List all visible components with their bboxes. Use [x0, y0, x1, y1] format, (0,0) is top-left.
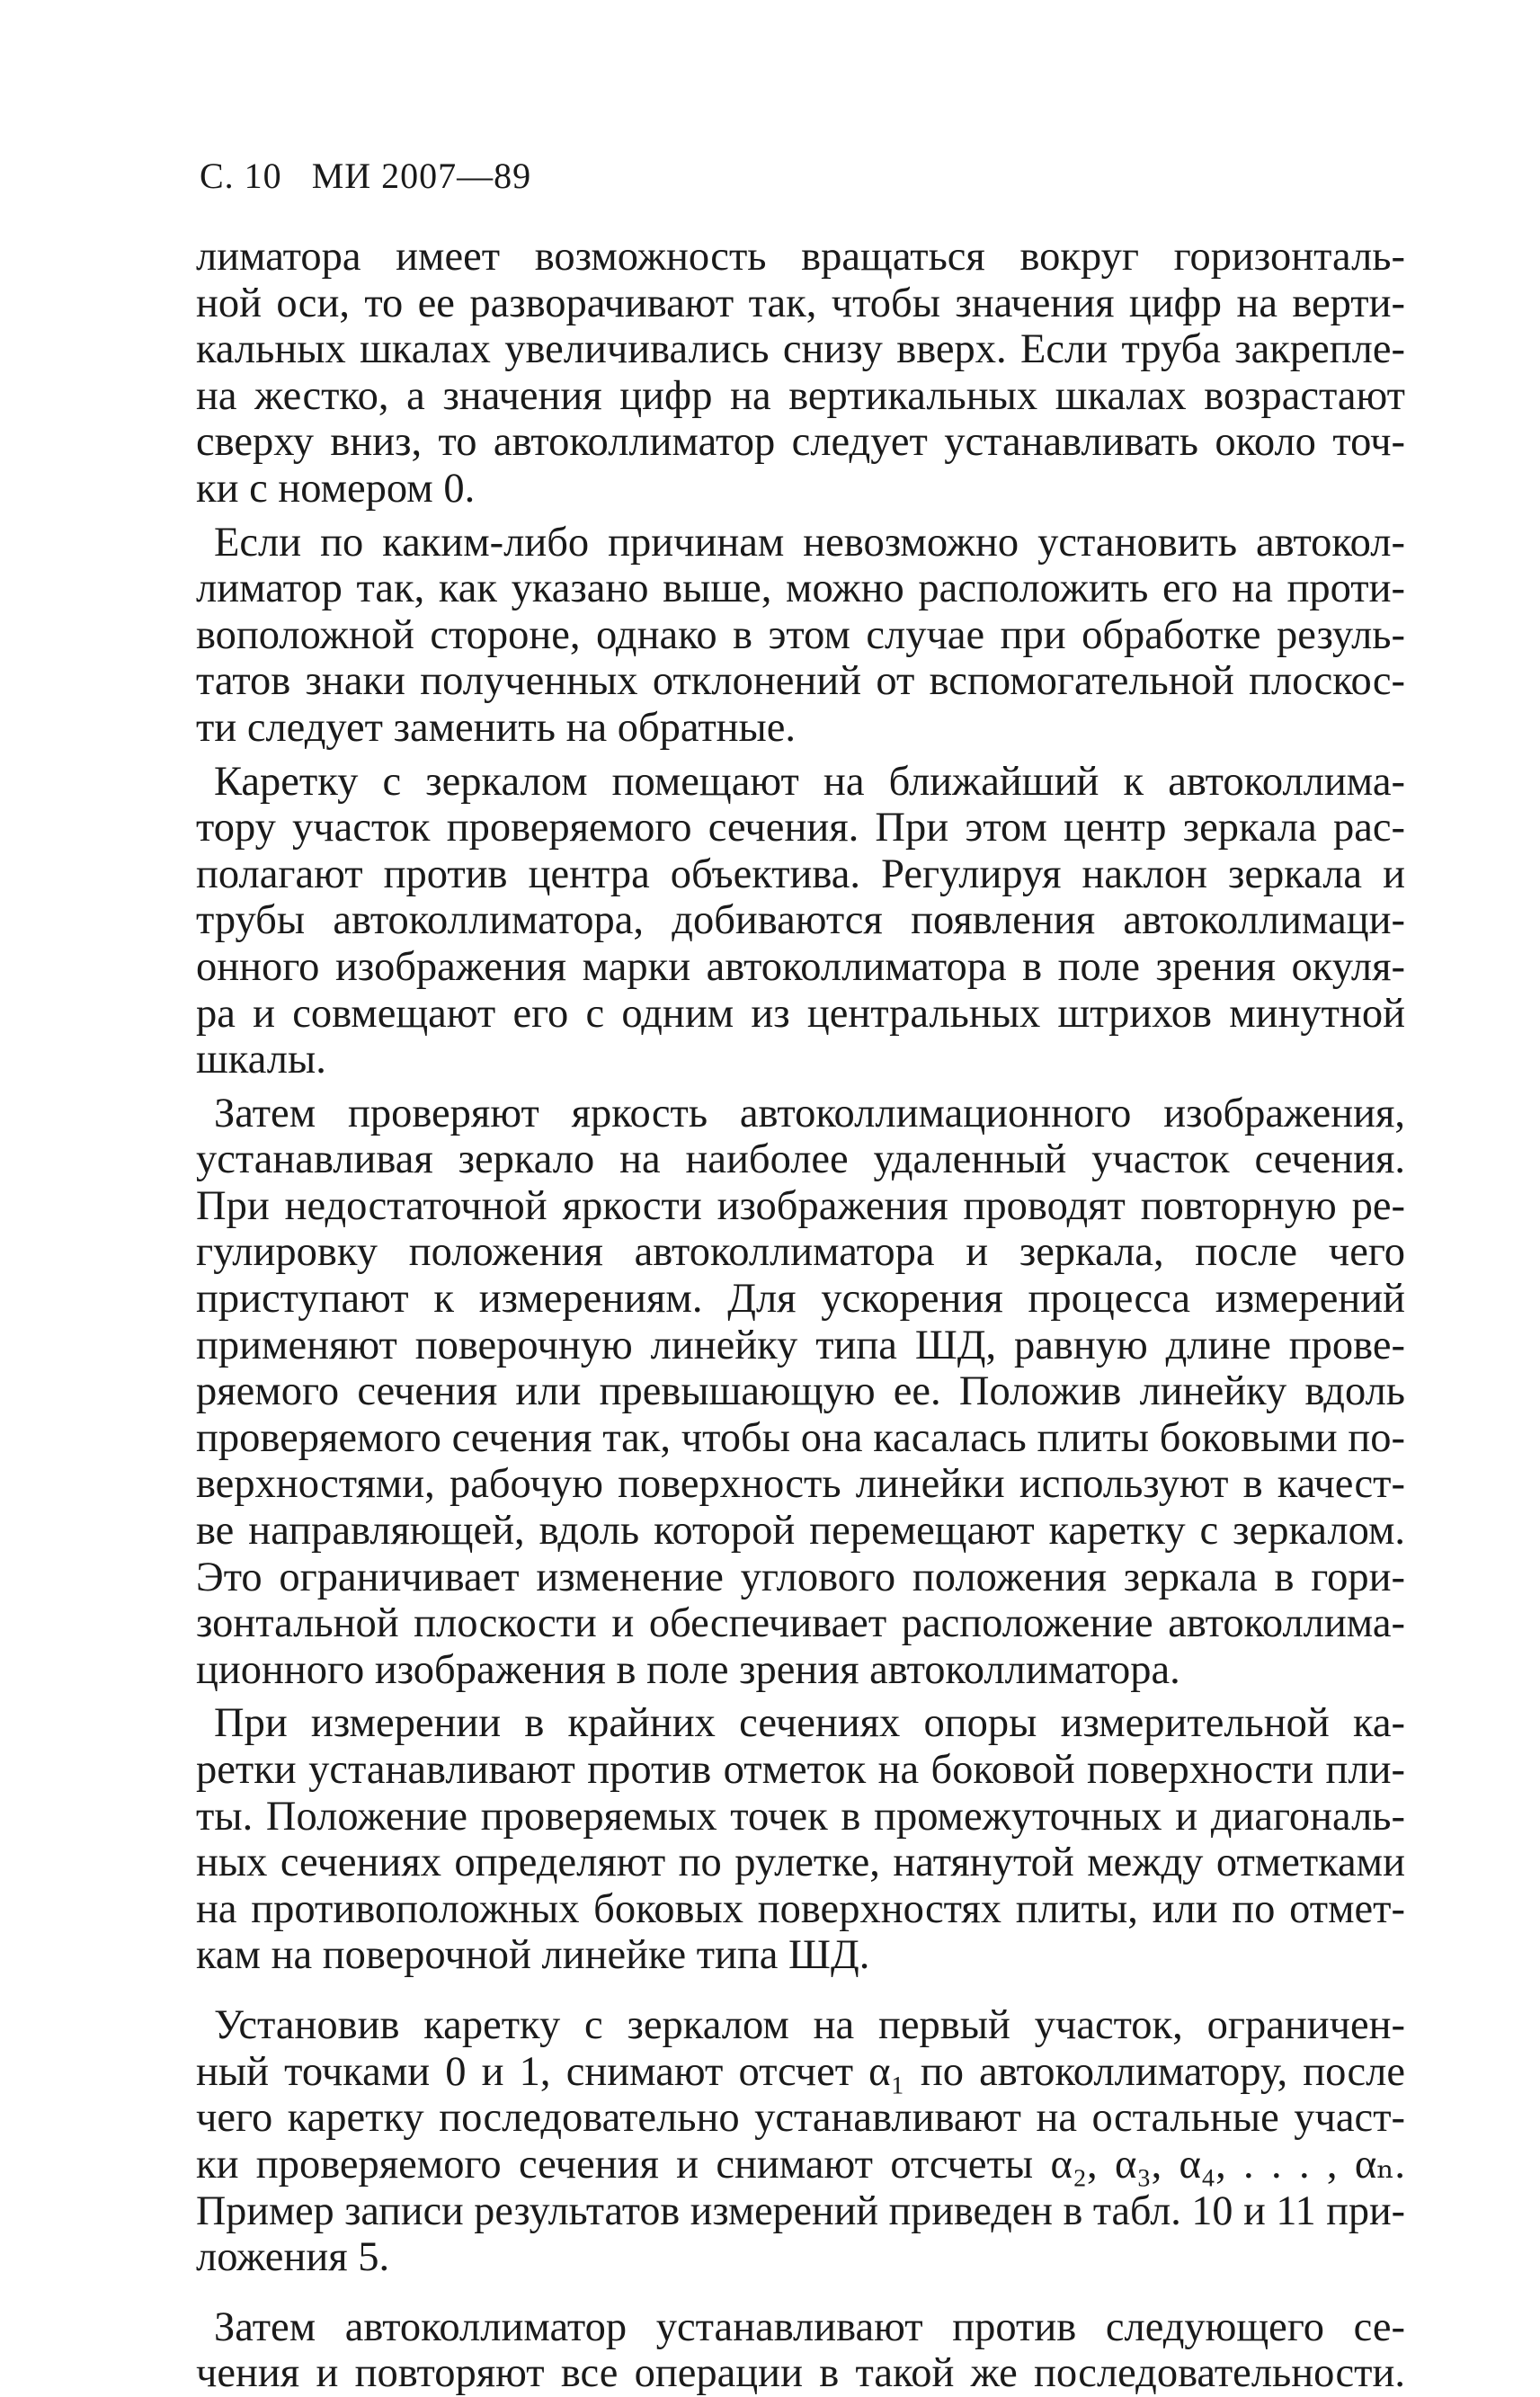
paragraph-1: [196, 234, 1405, 512]
text-line: При измерении в крайних сечениях опоры измерительной ка-: [214, 1700, 1405, 1747]
text-line: гулировку положения автоколлиматора и зеркала, после чего: [196, 1229, 1405, 1276]
text-line: чего каретку последовательно устанавливают на остальные участ-: [196, 2095, 1405, 2142]
text-line: кальных шкалах увеличивались снизу вверх. Если труба закрепле-: [196, 326, 1405, 373]
text-line: лиматор так, как указано выше, можно расположить его на проти-: [196, 566, 1405, 612]
text-line: лиматора имеет возможность вращаться вокруг горизонталь-: [196, 234, 1405, 280]
text-line: трубы автоколлиматора, добиваются появления автоколлимаци-: [196, 897, 1405, 944]
text-line: ционного изображения в поле зрения автоколлиматора.: [196, 1646, 1180, 1693]
text-line: ложения 5.: [196, 2233, 390, 2280]
text-line: Затем автоколлиматор устанавливают против следующего се-: [214, 2303, 1405, 2350]
text-line: ты. Положение проверяемых точек в промежуточных и диагональ-: [196, 1793, 1405, 1840]
text-line: проверяемого сечения так, чтобы она касалась плиты боковыми по-: [196, 1414, 1405, 1461]
text-line: ретки устанавливают против отметок на боковой поверхности пли-: [196, 1747, 1405, 1793]
text-line: ве направляющей, вдоль которой перемещают каретку с зеркалом.: [196, 1508, 1405, 1555]
text-line: на жестко, а значения цифр на вертикальных шкалах возрастают: [196, 372, 1405, 419]
text-line: приступают к измерениям. Для ускорения процесса измерений: [196, 1276, 1405, 1323]
text-line: устанавливая зеркало на наиболее удаленный участок сечения.: [196, 1136, 1405, 1183]
text-line: ряемого сечения или превышающую ее. Положив линейку вдоль: [196, 1368, 1405, 1415]
text-line: Это ограничивает изменение углового положения зеркала в гори-: [196, 1554, 1405, 1600]
text-line: Пример записи результатов измерений приведен в табл. 10 и 11 при-: [196, 2188, 1405, 2234]
paragraph-4: [196, 1091, 1405, 1694]
text-line: ки с номером 0.: [196, 465, 476, 512]
text-line: воположной стороне, однако в этом случае при обработке резуль-: [196, 611, 1405, 658]
text-line: ных сечениях определяют по рулетке, натянутой между отметками: [196, 1840, 1405, 1886]
page-number: С. 10: [200, 156, 282, 196]
text-line: Установив каретку с зеркалом на первый участок, ограничен-: [214, 2001, 1405, 2048]
text-line: Затем проверяют яркость автоколлимационного изображения,: [214, 1090, 1405, 1136]
text-line: полагают против центра объектива. Регулируя наклон зеркала и: [196, 851, 1405, 897]
paragraph-5: [196, 1700, 1405, 1979]
text-line: чения и повторяют все операции в такой же последовательности.: [196, 2350, 1405, 2397]
page-header: [200, 155, 531, 197]
text-line: кам на поверочной линейке типа ШД.: [196, 1932, 870, 1979]
text-line: ной оси, то ее разворачивают так, чтобы значения цифр на верти-: [196, 280, 1405, 326]
text-line: ра и совмещают его с одним из центральных штрихов минутной: [196, 990, 1405, 1037]
paragraph-3: [196, 759, 1405, 1083]
text-line: тору участок проверяемого сечения. При этом центр зеркала рас-: [196, 805, 1405, 851]
text-line: татов знаки полученных отклонений от вспомогательной плоскос-: [196, 658, 1405, 705]
text-line: При недостаточной яркости изображения проводят повторную ре-: [196, 1182, 1405, 1229]
text-line: шкалы.: [196, 1037, 326, 1083]
text-line: ный точками 0 и 1, снимают отсчет α₁ по автоколлиматору, после: [196, 2048, 1405, 2095]
text-line: зонтальной плоскости и обеспечивает расположение автоколлима-: [196, 1600, 1405, 1647]
text-line: Каретку с зеркалом помещают на ближайший к автоколлима-: [214, 758, 1405, 805]
text-line: Если по каким-либо причинам невозможно установить автокол-: [214, 519, 1405, 566]
paragraph-7: [196, 2304, 1405, 2397]
paragraph-6: [196, 2002, 1405, 2281]
document-code: МИ 2007—89: [311, 156, 532, 196]
paragraph-2: [196, 520, 1405, 752]
body-text: [196, 234, 1405, 2397]
text-line: онного изображения марки автоколлиматора в поле зрения окуля-: [196, 943, 1405, 990]
text-line: ти следует заменить на обратные.: [196, 704, 797, 751]
text-line: сверху вниз, то автоколлиматор следует устанавливать около точ-: [196, 419, 1405, 466]
text-line: на противоположных боковых поверхностях плиты, или по отмет-: [196, 1885, 1405, 1932]
text-line: верхностями, рабочую поверхность линейки используют в качест-: [196, 1461, 1405, 1508]
text-line: применяют поверочную линейку типа ШД, равную длине прове-: [196, 1322, 1405, 1368]
text-line: ки проверяемого сечения и снимают отсчеты α₂, α₃, α₄, . . . , αₙ.: [196, 2141, 1405, 2188]
